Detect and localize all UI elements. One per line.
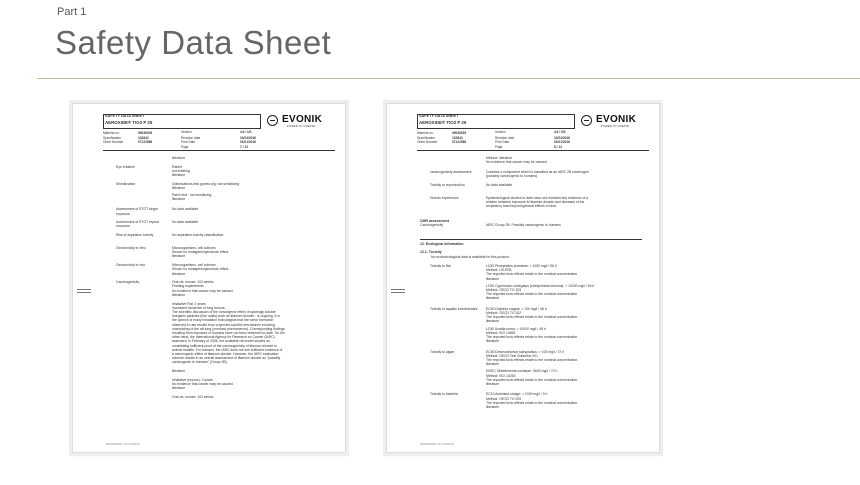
sds-row-key: Toxicity to bacteria	[430, 392, 458, 397]
doc-header	[417, 114, 649, 151]
sds-row-line: Microorganisms, cell cultures	[172, 263, 216, 268]
logo-tagline: POWER TO CREATE	[287, 125, 316, 128]
sds-row-line: Patch test : not sensitizing	[172, 193, 212, 198]
logo-word: EVONIK	[596, 114, 637, 125]
sds-row-line: EC50 Desmodesmus subspicatus: > 100 mg/l / 72 h	[486, 349, 565, 354]
sds-row-key: Toxicity to aquatic invertebrates	[430, 306, 478, 311]
sds-row-line: Method: OECD TG 209	[486, 396, 522, 401]
sds-row-value	[486, 183, 636, 187]
doc-product-name: AEROXIDE® TIO2 P 25	[419, 120, 467, 125]
sds-row-line: Method: ISO 10253	[486, 373, 516, 378]
sds-row-key: Sensitization	[116, 181, 136, 186]
cmr-title: CMR assessment	[420, 219, 449, 223]
sds-row-value	[172, 220, 322, 224]
margin-mark	[77, 292, 91, 293]
sds-row-line: literature	[172, 386, 186, 391]
doc-footer: 000000000000 / 01.01.0000 EN	[420, 443, 454, 446]
sds-row-line: EC10 Activated sludge: > 1000 mg/l / 3 h	[486, 392, 548, 397]
meta-label: Print Date	[181, 140, 196, 144]
evonik-logo	[579, 114, 649, 130]
sds-row-line: LC50 Acartia tonsa: > 10000 mg/l / 48 h	[486, 326, 546, 331]
sds-row-line: Oral rat, mouse: 103 weeks	[172, 280, 214, 285]
meta-label: Order Number	[417, 140, 438, 144]
sds-row-line: The reported toxic effects relate to the nominal concentration.	[486, 315, 579, 320]
sds-row-line: other hand, the International Agency for Research on Cancer (IARC)	[172, 335, 275, 340]
sds-row-line: inhalative Rat: 2 years	[172, 301, 206, 306]
sds-row-value	[486, 170, 636, 178]
doc-product-name: AEROXIDE® TIO2 P 25	[105, 120, 153, 125]
page-title: Safety Data Sheet	[55, 24, 332, 61]
sds-row-value	[172, 182, 322, 202]
cmr-value: IARC Group 2B: Possibly carcinogenic to humans	[486, 223, 561, 227]
evonik-logo-icon	[267, 115, 278, 126]
sds-row-line: literature	[172, 271, 186, 276]
sds-row-key: Assessment of STOT single exposure	[116, 207, 158, 216]
sds-row-line: The reported toxic effects relate to the nominal concentration.	[486, 400, 579, 405]
sds-row-key: Toxicity to algae	[430, 349, 455, 354]
sds-row-key: Toxicity to fish	[430, 264, 452, 268]
sds-row-line: Method: US-EPA	[486, 268, 512, 273]
margin-mark	[77, 289, 91, 290]
sds-row-value	[172, 165, 322, 178]
sds-row-line: NOEC Skeletonema costatum: 5600 mg/l / 72 h	[486, 369, 558, 374]
sds-row-line: Method: ISO 14669	[486, 330, 516, 335]
sds-row-key: Eye irritation	[116, 164, 135, 169]
sds-row-line: literature	[486, 339, 500, 344]
margin-mark	[391, 292, 405, 293]
sds-row-line: literature	[486, 382, 500, 387]
sds-row-line: constituting sufficient proof of the carcinogenicity of titanium dioxide in	[172, 343, 277, 348]
sds-row-line: (possibly carcinogenic to humans).	[486, 174, 539, 179]
meta-label: Version	[181, 130, 192, 134]
sds-row-line: No data available	[486, 182, 513, 187]
meta-value: 99036029	[138, 131, 153, 135]
sds-row-key: Carcinogenicity	[116, 280, 140, 285]
sds-row-value	[172, 246, 322, 259]
sds-row-line: literature	[486, 276, 500, 281]
sds-row-line: The reported toxic effects relate to the nominal concentration.	[486, 335, 579, 340]
meta-value: 132843	[138, 135, 149, 140]
sds-row-line: No data available	[172, 207, 199, 212]
sds-row-line: inorganic particles (fine dusts) such as titanium dioxide - is ongoing. It is	[172, 314, 280, 319]
section-12-1-title: 12.1. Toxicity	[420, 250, 442, 254]
meta-label: Print Date	[495, 140, 510, 144]
meta-value: 07122066	[138, 140, 153, 144]
section-12-title: 12. Ecological information	[420, 242, 464, 246]
sds-row-line: literature	[172, 197, 186, 202]
meta-value: 10/24/2016	[554, 135, 570, 140]
meta-label: Version	[495, 130, 506, 134]
sds-row-value	[172, 378, 322, 391]
margin-mark	[391, 289, 405, 290]
meta-value: 01/01/2016	[240, 140, 256, 144]
meta-label: Page	[181, 144, 189, 149]
sds-row-key: Toxicity to reproduction	[430, 182, 465, 187]
eco-note: No ecotoxicological data is available for this product.	[431, 255, 510, 259]
sds-row-value	[172, 369, 322, 373]
title-divider	[37, 78, 860, 79]
sds-row-line: the opinion of many inhalation toxicologists that the tumor formation	[172, 318, 274, 323]
sds-page-thumbnail-7[interactable]	[72, 103, 346, 453]
meta-value: 10/24/2016	[240, 135, 256, 140]
meta-label: Revision date	[181, 135, 201, 140]
doc-header-title: SAFETY DATA SHEET	[419, 114, 459, 118]
sds-row-line: Microorganisms, cell cultures	[172, 246, 216, 250]
sds-row-value	[486, 264, 636, 301]
sds-row-value	[172, 207, 322, 211]
sds-row-line: Shown no mutagenic/genotoxic effect.	[172, 267, 230, 272]
sds-row-line: literature	[172, 186, 186, 190]
sds-row-key: Genotoxicity in vivo	[116, 263, 146, 268]
meta-label: Material no.	[103, 131, 120, 135]
sds-row-line: Rabbit	[172, 164, 182, 169]
sds-row-line: overloading of the rat lung (overload phenomenon). Corresponding findings	[172, 326, 285, 331]
sds-row-value	[172, 280, 322, 297]
doc-header	[103, 114, 335, 151]
sds-row-line: Contains a component which is classified as an IARC 2B carcinogen	[486, 170, 589, 174]
sds-row-line: The reported toxic effects relate to the nominal concentration.	[486, 358, 579, 362]
sds-row-line: resulting from exposure of humans have not been observed to date. On the	[172, 330, 285, 335]
meta-value: 4.6 / US	[240, 130, 252, 134]
method-line: No evidence that cancer may be caused.	[486, 160, 548, 165]
sds-row-value	[172, 395, 322, 399]
sds-row-line: LC50 Pimephales promelas: > 1000 mg/l / 96 h	[486, 264, 557, 268]
meta-value: 99036029	[452, 131, 467, 135]
sds-row-line: Optimizations-test guinea pig: not sensitizing	[172, 181, 240, 186]
meta-label: Specification	[103, 135, 122, 140]
sds-row-value	[172, 302, 322, 365]
sds-page-thumbnail-8[interactable]	[386, 103, 660, 453]
sds-row-line: The reported toxic effects relate to the nominal concentration.	[486, 377, 579, 382]
sds-row-key: Genotoxicity in vitro	[116, 246, 146, 250]
doc-header-title: SAFETY DATA SHEET	[105, 114, 145, 118]
sds-row-line: The reported toxic effects relate to the nominal concentration.	[486, 292, 579, 297]
section-rule	[420, 239, 642, 240]
meta-label: Material no.	[417, 131, 434, 135]
sds-row-line: The reported toxic effects relate to the nominal concentration.	[486, 272, 579, 277]
sds-row-line: Method: OECD TG 202	[486, 311, 522, 315]
sds-row-key: carcinogenicity assessment	[430, 170, 472, 174]
sds-row-line: inhalative (mouse): 2 years	[172, 377, 213, 382]
doc-footer: 000000000000 / 01.01.0000 EN	[106, 443, 140, 446]
sds-row-line: literature	[172, 292, 186, 297]
sds-row-line: The scientific discussion of the tumorigenic effect of sparingly soluble	[172, 309, 276, 314]
meta-value: 7 / 12	[240, 144, 248, 149]
part-label: Part 1	[57, 6, 87, 18]
meta-value: 07122066	[452, 140, 467, 144]
sds-row-line: relation between exposure to titanium dioxide and diseases of the	[486, 200, 585, 204]
sds-row-line: Oral rat, mouse: 103 weeks	[172, 394, 214, 399]
sds-row-line: Shown no mutagenic/genotoxic effect.	[172, 250, 230, 255]
sds-row-line: observed in rats results from a species-specific mechanism involving	[172, 322, 275, 327]
sds-row-line: literature	[172, 173, 186, 178]
sds-row-line: assessed, in February of 2006, the available rat model studies as	[172, 339, 270, 344]
sds-row-key: Assessment of STOT repeat exposure	[116, 220, 159, 229]
sds-row-value	[486, 196, 636, 209]
sds-row-line: carcinogenic to humans" (Group 2B).	[172, 360, 228, 365]
sds-row-line: No data available	[172, 220, 199, 225]
sds-row-value	[172, 156, 322, 160]
sds-row-key: Risk of aspiration toxicity	[116, 233, 154, 238]
meta-value: 01/01/2016	[554, 140, 570, 144]
sds-row-line: No evidence that cancer may be caused.	[172, 381, 234, 386]
sds-row-key: Human experience	[430, 195, 459, 200]
sds-row-line: literature	[486, 362, 500, 367]
sds-row-line: a carcinogenic effect of titanium dioxide. However, the IARC evaluation	[172, 351, 279, 356]
evonik-logo	[265, 114, 335, 130]
meta-label: Order Number	[103, 140, 124, 144]
meta-value: 4.6 / US	[554, 130, 566, 134]
sds-row-line: respiratory tract beyond general effects of dust.	[486, 204, 557, 209]
sds-row-value	[172, 263, 322, 276]
sds-row-line: No aspiration toxicity classification	[172, 233, 224, 238]
sds-row-line: Method: OECD TG 203	[486, 288, 522, 293]
sds-row-line: literature	[486, 296, 500, 301]
meta-label: Revision date	[495, 135, 515, 140]
sds-row-line: LC50 Cyprinodon variegatus (sheepshead minnow): > 10000 mg/l / 96 h	[486, 283, 595, 288]
logo-word: EVONIK	[282, 114, 323, 125]
meta-value: 132843	[452, 135, 463, 140]
sds-row-line: No evidence that cancer may be caused.	[172, 288, 234, 293]
sds-row-line: literature	[172, 369, 186, 373]
sds-row-line: literature	[172, 156, 186, 160]
sds-row-value	[486, 350, 636, 387]
meta-label: Page	[495, 144, 503, 149]
logo-tagline: POWER TO CREATE	[601, 125, 630, 128]
sds-row-line: literature	[486, 405, 500, 409]
meta-value: 8 / 12	[554, 144, 562, 149]
sds-row-line: not irritating	[172, 168, 190, 173]
sds-row-line: Epidemiological studies to date have not revealed any evidence of a	[486, 195, 589, 200]
evonik-logo-icon	[581, 115, 592, 126]
sds-row-line: Increased incidence of lung tumors.	[172, 305, 226, 310]
sds-row-value	[486, 307, 636, 344]
sds-row-line: Method: OECD Test Guideline 201	[486, 353, 538, 358]
sds-row-line: EC50 Daphnia magna: > 100 mg/l / 48 h	[486, 306, 547, 311]
method-line: Method: literature	[486, 156, 513, 160]
cmr-key: Carcinogenicity	[420, 223, 444, 227]
sds-row-value	[486, 392, 636, 409]
sds-row-line: scheme results in an overall assessment of titanium dioxide as "possibly	[172, 356, 281, 361]
sds-row-value	[172, 233, 322, 237]
sds-row-line: literature	[486, 319, 500, 324]
meta-label: Specification	[417, 135, 436, 140]
sds-row-line: animal models. For humans, the IARC does not see sufficient evidence of	[172, 347, 283, 352]
sds-row-line: Feeding experiments	[172, 284, 204, 289]
sds-row-line: literature	[172, 254, 186, 259]
